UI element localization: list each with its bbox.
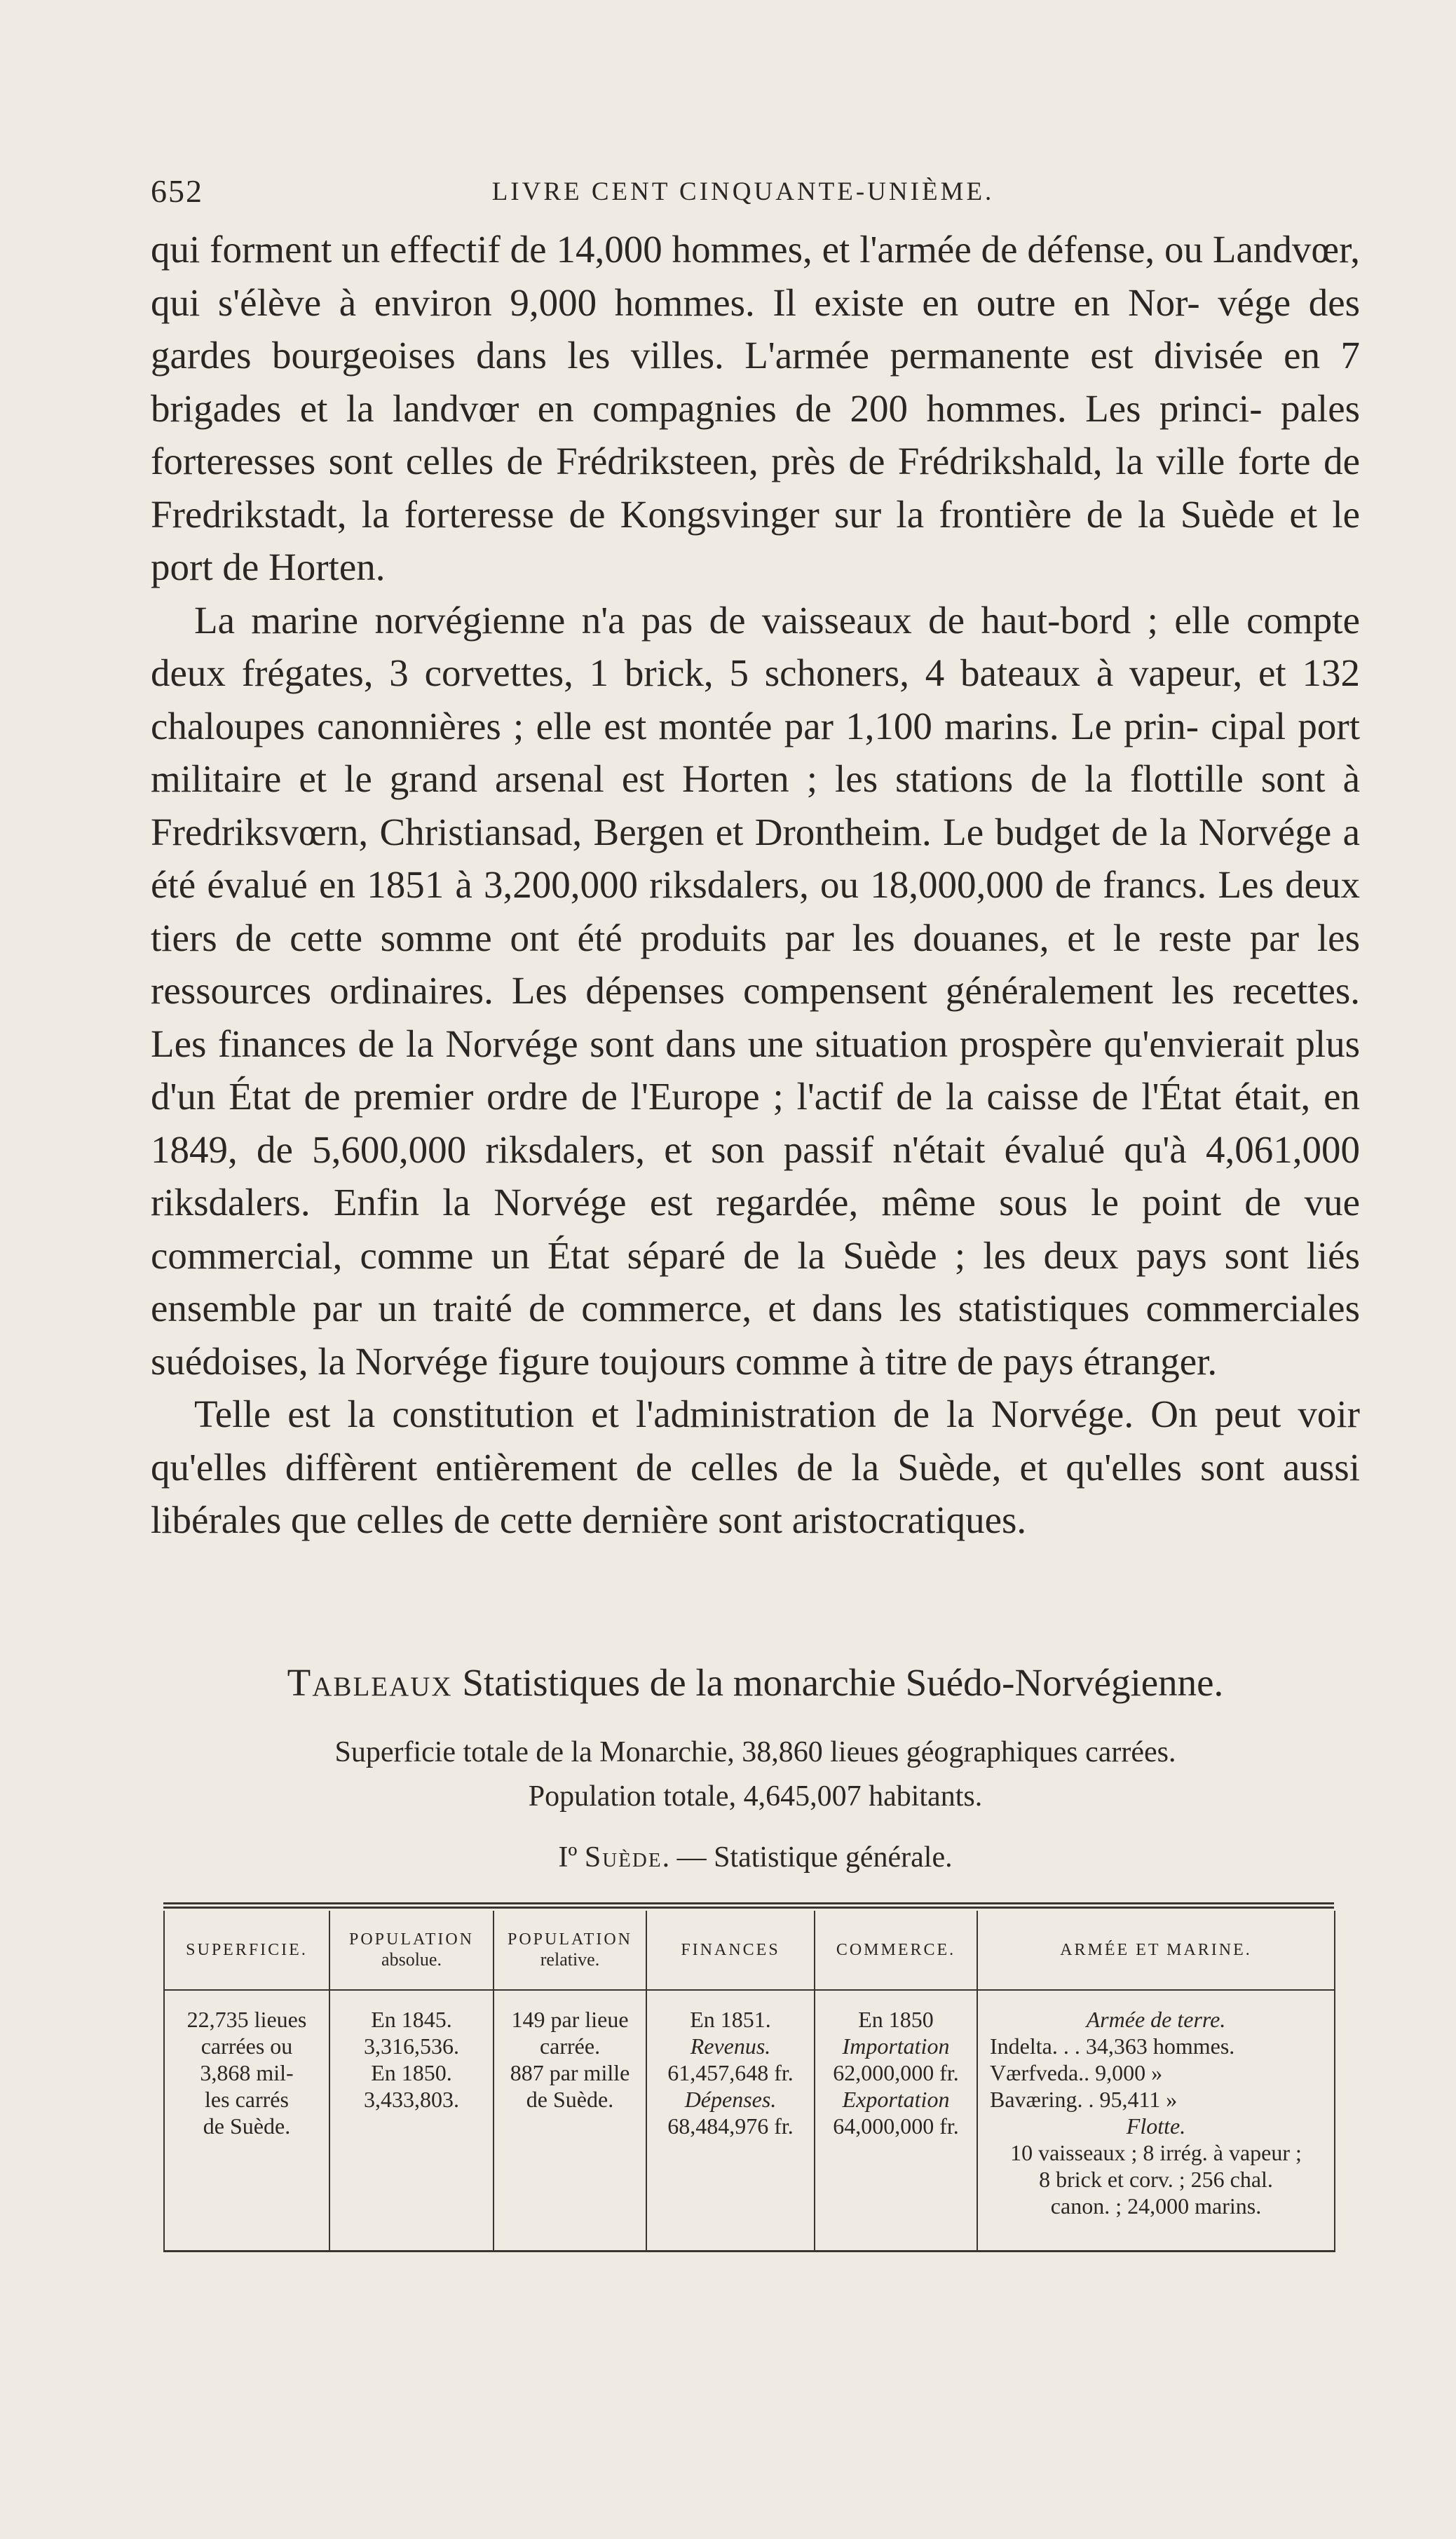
text-line: en 7 brigades et la landvœr en compagnies de 200 hommes. Les princi-	[151, 334, 1361, 430]
text-line: qui forment un effectif de 14,000 hommes, et l'armée de défense, ou	[151, 228, 1204, 271]
text-line: compensent généralement les recettes. Les finances de la Norvége sont	[151, 969, 1361, 1065]
text-line: pales forteresses sont celles de Frédriksteen, près de Frédrikshald, la	[151, 386, 1361, 482]
text-line: de la Suède et le port de Horten.	[151, 492, 1361, 588]
paragraph	[151, 1388, 1360, 1547]
body-text	[151, 223, 1360, 1547]
text-line: libérales que celles de cette dernière sont aristocratiques.	[151, 1498, 1027, 1541]
table-bottom-rule	[163, 2250, 1334, 2252]
text-line: budget de la Norvége a été évalué en 1851 à 3,200,000 riksdalers, ou	[151, 810, 1360, 906]
cell-finances: En 1851. Revenus. 61,457,648 fr. Dépenses. 68,484,976 fr.	[646, 1990, 815, 2252]
text-line: État séparé de la Suède ; les deux pays sont liés ensemble par un traité	[151, 1233, 1360, 1329]
paragraph	[151, 223, 1360, 594]
header-commerce: COMMERCE.	[815, 1911, 977, 1990]
sweden-statistics-table	[163, 1911, 1335, 2252]
tables-title-text: Statistiques de la monarchie Suédo-Norvégienne.	[462, 1661, 1224, 1704]
tables-lead: Tableaux	[287, 1661, 453, 1704]
text-line: riksdalers, et son passif n'était évalué qu'à 4,061,000 riksdalers. Enfin la	[151, 1128, 1360, 1224]
text-line: Telle est la constitution et l'administration de la Norvége. On peut voir	[194, 1393, 1360, 1435]
text-line: qu'elles diffèrent entièrement de celles de la Suède, et qu'elles sont aussi	[151, 1445, 1360, 1489]
text-line: figure toujours comme à titre de pays étranger.	[497, 1339, 1218, 1383]
running-title: LIVRE CENT CINQUANTE-UNIÈME.	[491, 177, 995, 206]
cell-commerce: En 1850 Importation 62,000,000 fr. Exportation 64,000,000 fr.	[815, 1990, 977, 2252]
cell-population-absolue: En 1845. 3,316,536. En 1850. 3,433,803.	[329, 1990, 494, 2252]
section-name: Suède	[584, 1841, 662, 1874]
superficie-totale: Superficie totale de la Monarchie, 38,860 lieues géographiques carrées.	[334, 1736, 1176, 1768]
cell-population-relative: 149 par lieue carrée. 887 par mille de Suède.	[494, 1990, 646, 2252]
header-armee-marine: ARMÉE ET MARINE.	[977, 1911, 1335, 1990]
text-line: 18,000,000 de francs. Les deux tiers de cette somme ont été produits	[151, 863, 1360, 959]
text-line: 132 chaloupes canonnières ; elle est montée par 1,100 marins. Le prin-	[151, 651, 1360, 747]
population-totale: Population totale, 4,645,007 habitants.	[528, 1780, 983, 1813]
header-superficie: SUPERFICIE.	[164, 1911, 329, 1990]
header-finances: FINANCES	[646, 1911, 815, 1990]
text-line: deux frégates, 3 corvettes, 1 brick, 5 schoners, 4 bateaux à vapeur, et	[151, 651, 1286, 694]
tables-title	[151, 1660, 1360, 1705]
cell-superficie: 22,735 lieues carrées ou 3,868 mil- les carrés de Suède.	[164, 1990, 329, 2252]
section-number: Iº	[558, 1841, 578, 1874]
page-header	[151, 172, 1335, 215]
text-line: dans une situation prospère qu'envierait plus d'un État de premier ordre	[151, 1022, 1361, 1118]
text-line: Norvége est regardée, même sous le point de vue commercial, comme un	[151, 1181, 1360, 1277]
header-population-absolue: POPULATION absolue.	[329, 1911, 494, 1990]
text-line: La marine norvégienne n'a pas de vaisseaux de haut-bord ; elle compte	[194, 598, 1360, 642]
cell-armee-marine: Armée de terre. Indelta. . . 34,363 hommes. Værfveda.. 9,000 » Baværing. . 95,411 » Flotte. 10 vaisseaux ; 8 irrég. à vapeur ; 8 brick et corv. ; 256 chal. canon. ; 24,000 marins.	[977, 1990, 1335, 2252]
header-population-relative: POPULATION relative.	[494, 1911, 646, 1990]
text-line: flottille sont à Fredriksvœrn, Christiansad, Bergen et Drontheim. Le	[151, 757, 1360, 853]
text-line: de l'Europe ; l'actif de la caisse de l'État était, en 1849, de 5,600,000	[151, 1075, 1361, 1171]
text-line: par les douanes, et le reste par les ressources ordinaires. Les dépenses	[151, 916, 1360, 1012]
text-line: cipal port militaire et le grand arsenal est Horten ; les stations de la	[151, 704, 1360, 800]
text-line: ville forte de Fredrikstadt, la forteresse de Kongsvinger sur la frontière	[151, 440, 1361, 536]
table-row	[164, 1990, 1335, 2252]
text-line: vége des gardes bourgeoises dans les villes. L'armée permanente est divisée	[151, 280, 1361, 377]
table-top-rule	[163, 1902, 1334, 1904]
section-subtitle: . — Statistique générale.	[662, 1841, 953, 1874]
paragraph	[151, 594, 1360, 1388]
text-line: Landvœr, qui s'élève à environ 9,000 hommes. Il existe en outre en Nor-	[151, 228, 1360, 324]
table-top-rule	[163, 1907, 1334, 1909]
page-number: 652	[151, 173, 203, 209]
section-heading	[151, 1841, 1360, 1874]
text-line: de commerce, et dans les statistiques commerciales suédoises, la Norvége	[151, 1287, 1360, 1383]
